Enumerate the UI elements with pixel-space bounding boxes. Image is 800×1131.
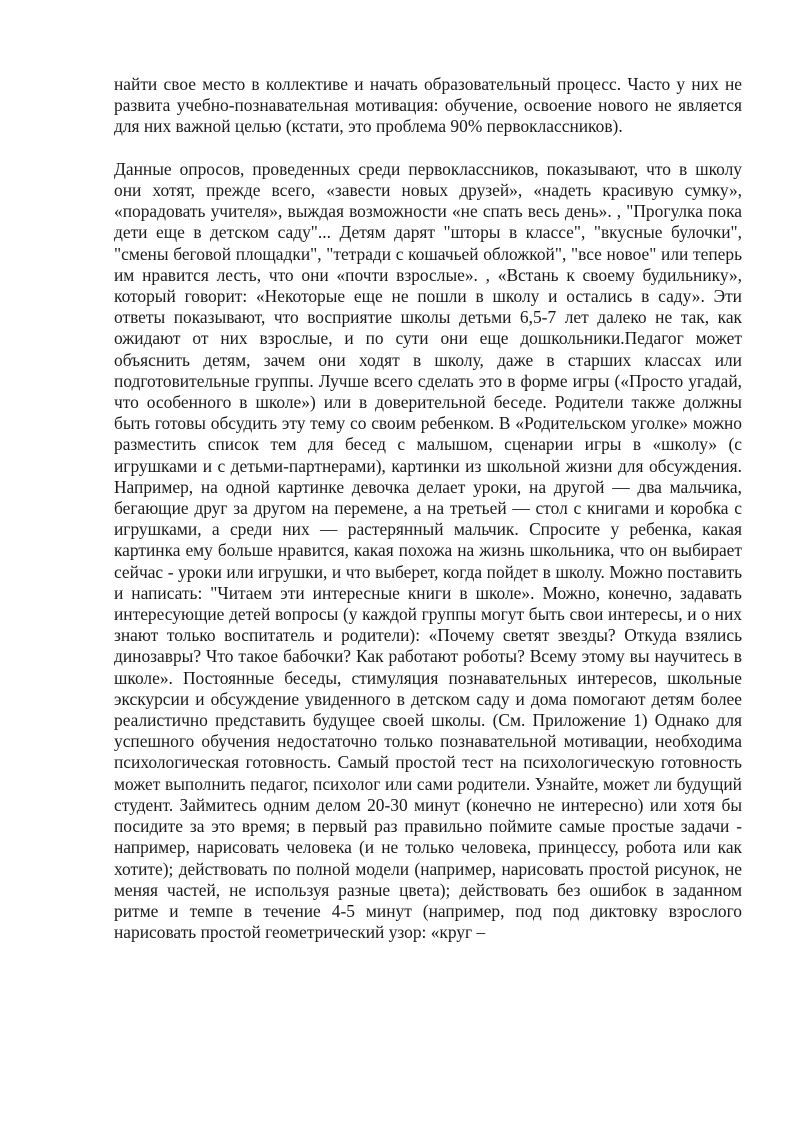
paragraph-survey-data: Данные опросов, проведенных среди первоклассников, показывают, что в школу они хотят, прежде всего, «завести новых друзей», «надеть красивую сумку», «порадовать учителя», выждая возможности «не спать весь день». , "Прогулка пока дети еще в детском саду"... Детям дарят "шторы в классе", "вкусные булочки", "смены беговой площадки", "тетради с кошачьей обложкой", "все новое" или теперь им нравится лесть, что они «почти взрослые». , «Встань к своему будильнику», который говорит: «Некоторые еще не пошли в школу и остались в саду». Эти ответы показывают, что восприятие школы детьми 6,5-7 лет далеко не так, как ожидают от них взрослые, и по сути они еще дошкольники.Педагог может объяснить детям, зачем они ходят в школу, даже в старших классах или подготовительные группы. Лучше всего сделать это в форме игры («Просто угадай, что особенного в школе») или в доверительной беседе. Родители также должны быть готовы обсудить эту тему со своим ребенком. В «Родительском уголке» можно разместить список тем для бесед с малышом, сценарии игры в «школу» (с игрушками и с детьми-партнерами), картинки из школьной жизни для обсуждения. Например, на одной картинке девочка делает уроки, на другой — два мальчика, бегающие друг за другом на перемене, а на третьей — стол с книгами и коробка с игрушками, а среди них — растерянный мальчик. Спросите у ребенка, какая картинка ему больше нравится, какая похожа на жизнь школьника, что он выбирает сейчас - уроки или игрушки, и что выберет, когда пойдет в школу. Можно поставить и написать: "Читаем эти интересные книги в школе». Можно, конечно, задавать интересующие детей вопросы (у каждой группы могут быть свои интересы, и о них знают только воспитатель и родители): «Почему светят звезды? Откуда взялись динозавры? Что такое бабочки? Как работают роботы? Всему этому вы научитесь в школе». Постоянные беседы, стимуляция познавательных интересов, школьные экскурсии и обсуждение увиденного в детском саду и дома помогают детям более реалистично представить будущее своей школы. (См. Приложение 1) Однако для успешного обучения недостаточно только познавательной мотивации, необходима психологическая готовность. Самый простой тест на психологическую готовность может выполнить педагог, психолог или сами родители. Узнайте, может ли будущий студент. Займитесь одним делом 20-30 минут (конечно не интересно) или хотя бы посидите за это время; в первый раз правильно поймите самые простые задачи - например, нарисовать человека (и не только человека, принцессу, робота или как хотите); действовать по полной модели (например, нарисовать простой рисунок, не меняя частей, не используя разные цвета); действовать без ошибок в заданном ритме и темпе в течение 4-5 минут (например, под под диктовку взрослого нарисовать простой геометрический узор: «круг –: [114, 158, 742, 943]
paragraph-continuation: найти свое место в коллективе и начать образовательный процесс. Часто у них не развита учебно-познавательная мотивация: обучение, освоение нового не является для них важной целью (кстати, это проблема 90% первоклассников).: [114, 74, 742, 137]
document-page: [114, 74, 742, 943]
